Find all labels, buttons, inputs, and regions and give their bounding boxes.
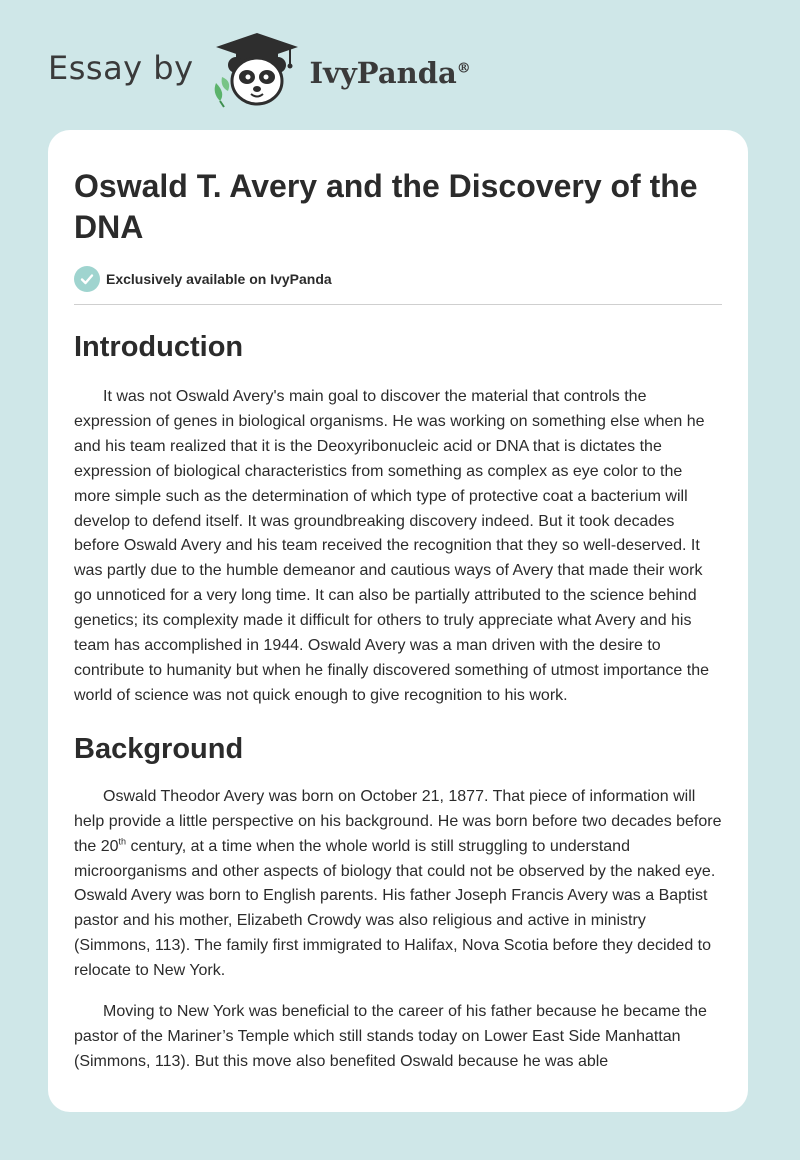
- paragraph: It was not Oswald Avery's main goal to discover the material that controls the expression of genes in biological organisms. He was working on something else when he and his team realized that it is the Deoxyribonucleic acid or DNA that is dictates the expression of biological characteristics from something as complex as eye color to the more simple such as the determination of which type of protective coat a bacterium will develop to defend itself. It was groundbreaking discovery indeed. But it took decades before Oswald Avery and his team received the recognition that they so well-deserved. It was partly due to the humble demeanor and cautious ways of Avery that made their work go unnoticed for a very long time. It can also be partially attributed to the science behind genetics; its complexity made it difficult for others to truly appreciate what Avery and his team has accomplished in 1944. Oswald Avery was a man driven with the desire to contribute to humanity but when he finally discovered something of utmost importance the world of science was not quick enough to give recognition to his work.: [74, 388, 710, 704]
- page-title: Oswald T. Avery and the Discovery of the DNA: [74, 168, 698, 245]
- section-heading: Introduction: [74, 331, 244, 363]
- site-header: [0, 0, 800, 130]
- brand-prefix: Essay by: [48, 49, 194, 87]
- section-heading: Background: [74, 732, 244, 765]
- article-card: [48, 130, 748, 1112]
- paragraph: Moving to New York was beneficial to the career of his father because he became the pastor of the Mariner’s Temple which still stands today on Lower East Side Manhattan (Simmons, 113). But this move also benefited Oswald because he was able: [74, 1003, 707, 1070]
- section-background: [74, 731, 722, 1075]
- divider: [74, 304, 722, 305]
- paragraph: Oswald Theodor Avery was born on October 21, 1877. That piece of information will help provide a little perspective on his background. He was born before two decades before the 20th century, at a time when the whole world is still struggling to understand microorganisms and other aspects of biology that could not be observed by the naked eye. Oswald Avery was born to English parents. His father Joseph Francis Avery was a Baptist pastor and his mother, Elizabeth Crowdy was also religious and active in ministry (Simmons, 113). The family first immigrated to Halifax, Nova Scotia before they decided to relocate to New York.: [74, 787, 722, 980]
- brand-logo[interactable]: [48, 30, 471, 110]
- brand-name: IvyPanda®: [309, 56, 471, 90]
- section-introduction: [74, 329, 722, 709]
- check-icon: [74, 266, 100, 292]
- panda-graduate-icon: [210, 31, 304, 109]
- exclusive-badge: [74, 266, 722, 292]
- badge-label: Exclusively available on IvyPanda: [106, 271, 332, 287]
